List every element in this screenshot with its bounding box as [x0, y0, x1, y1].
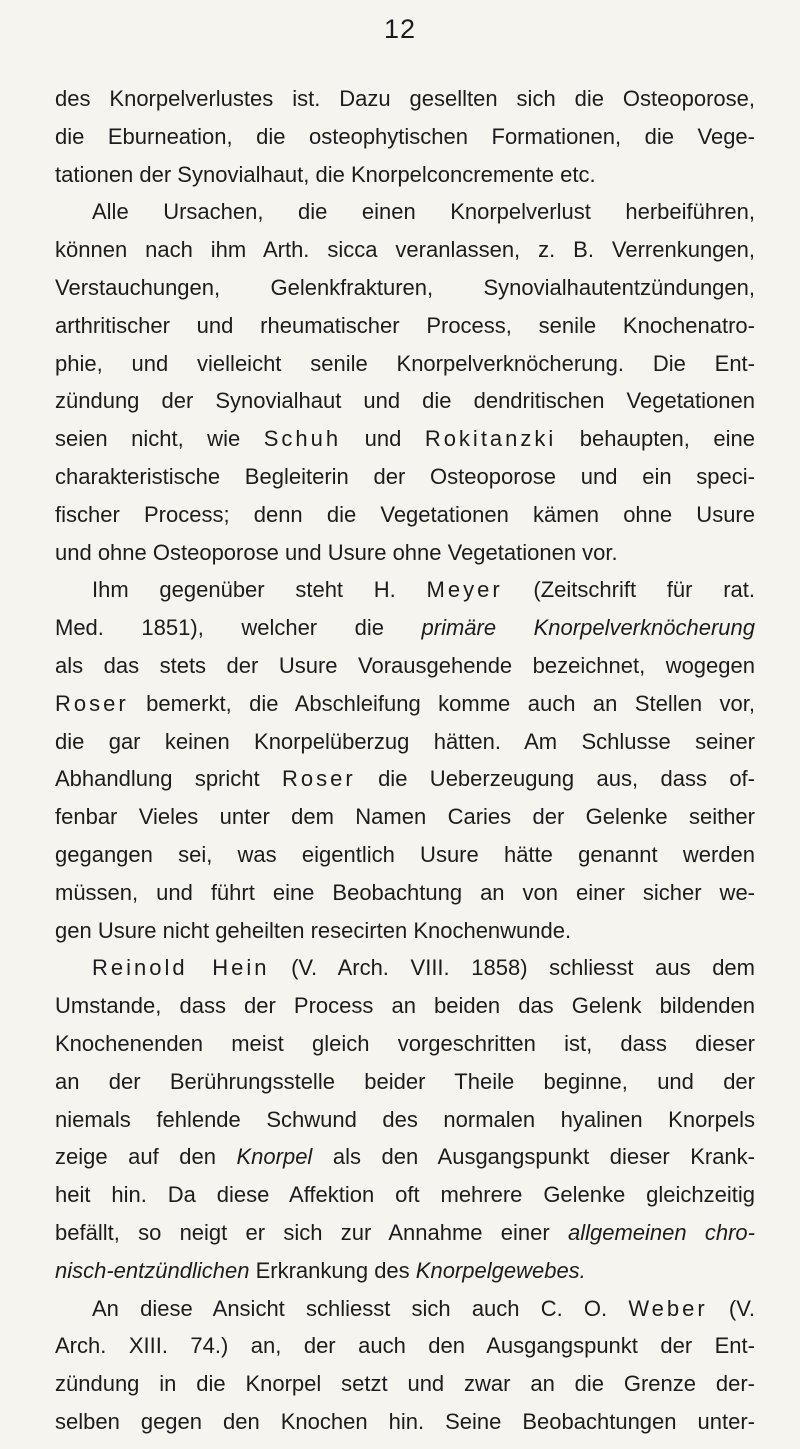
text-line — [55, 1214, 755, 1252]
text-segment: Med. 1851), welcher die — [55, 615, 422, 641]
text-segment: des Knorpelverlustes ist. Dazu gesellten sich die Osteoporose, — [55, 86, 755, 111]
text-segment: Alle Ursachen, die einen Knorpelverlust herbeiführen, — [92, 199, 755, 225]
page-number: 12 — [383, 14, 417, 44]
author-name: Weber — [628, 1295, 708, 1321]
text-line — [55, 118, 755, 156]
text-segment: seien nicht, wie — [55, 426, 264, 452]
text-segment: die Eburneation, die osteophytischen Formationen, die Vege- — [55, 123, 755, 149]
text-segment: Knochenenden meist gleich vorgeschritten ist, dass dieser — [55, 1030, 755, 1056]
text-segment: müssen, und führt eine Beobachtung an von einer sicher we- — [55, 879, 755, 905]
text-line — [55, 685, 755, 723]
text-line — [55, 458, 755, 496]
text-segment: Verstauchungen, Gelenkfrakturen, Synovialhautentzündungen, — [55, 274, 755, 300]
text-line — [55, 1327, 755, 1365]
text-segment: charakteristische Begleiterin der Osteoporose und ein speci- — [55, 463, 755, 489]
text-line — [55, 1025, 755, 1063]
text-segment: tationen der Synovialhaut, die Knorpelconcremente etc. — [55, 161, 596, 187]
text-segment: bemerkt, die Abschleifung komme auch an Stellen vor, — [128, 690, 755, 716]
text-segment: können nach ihm Arth. sicca veranlassen, z. B. Verrenkungen, — [55, 237, 755, 263]
text-segment: zeige auf den — [55, 1144, 237, 1170]
text-line — [55, 80, 755, 118]
text-line — [55, 1063, 755, 1101]
text-line — [55, 647, 755, 685]
text-segment: (V. Arch. VIII. 1858) schliesst aus dem — [269, 955, 755, 981]
text-line — [55, 345, 755, 383]
text-segment: fenbar Vieles unter dem Namen Caries der Gelenke seither — [55, 804, 755, 830]
emphasized-text: Knorpel — [236, 1144, 313, 1170]
text-line — [55, 307, 755, 345]
text-segment: behaupten, eine — [556, 426, 755, 452]
text-line — [55, 874, 755, 912]
text-segment: heit hin. Da diese Affektion oft mehrere Gelenke gleichzeitig — [55, 1182, 755, 1208]
author-name: Roser — [55, 690, 129, 716]
text-segment: Erkrankung des — [249, 1257, 416, 1283]
text-line — [55, 987, 755, 1025]
text-segment: selben gegen den Knochen hin. Seine Beobachtungen unter- — [55, 1408, 755, 1434]
text-segment: Abhandlung spricht — [55, 766, 282, 792]
author-name: Reinold Hein — [92, 955, 270, 981]
text-segment: arthritischer und rheumatischer Process, senile Knochenatro- — [55, 312, 755, 338]
text-segment: als den Ausgangspunkt dieser Krank- — [312, 1144, 755, 1170]
text-segment: Ihm gegenüber steht H. — [92, 577, 427, 603]
text-line — [55, 1138, 755, 1176]
text-segment: Umstande, dass der Process an beiden das Gelenk bildenden — [55, 993, 755, 1019]
emphasized-text: nisch-entzündlichen — [55, 1257, 250, 1283]
text-line — [55, 1252, 755, 1290]
text-segment: niemals fehlende Schwund des normalen hyalinen Knorpels — [55, 1106, 755, 1132]
text-line — [55, 382, 755, 420]
text-segment: (V. — [707, 1295, 755, 1321]
text-line — [55, 496, 755, 534]
text-line — [55, 534, 755, 572]
text-segment: befällt, so neigt er sich zur Annahme einer — [55, 1219, 568, 1245]
author-name: Schuh — [263, 426, 342, 452]
text-line — [55, 231, 755, 269]
author-name: Meyer — [426, 577, 503, 603]
text-line — [55, 723, 755, 761]
text-line — [55, 571, 755, 609]
text-segment: An diese Ansicht schliesst sich auch C. O. — [92, 1295, 629, 1321]
text-line — [55, 269, 755, 307]
text-line — [55, 193, 755, 231]
text-segment: zündung in die Knorpel setzt und zwar an die Grenze der- — [55, 1371, 755, 1397]
text-line — [55, 912, 755, 950]
text-line — [55, 1403, 755, 1441]
text-segment: und ohne Osteoporose und Usure ohne Vegetationen vor. — [55, 539, 618, 565]
text-line — [55, 609, 755, 647]
emphasized-text: primäre Knorpelverknöcherung — [421, 615, 755, 641]
body-text — [55, 80, 755, 1441]
emphasized-text: allgemeinen chro- — [567, 1219, 755, 1245]
text-segment: und — [341, 426, 425, 452]
text-segment: (Zeitschrift für rat. — [502, 577, 755, 603]
text-line — [55, 949, 755, 987]
text-line — [55, 760, 755, 798]
text-line — [55, 1101, 755, 1139]
author-name: Rokitanzki — [424, 426, 557, 452]
text-line — [55, 1290, 755, 1328]
text-segment: die gar keinen Knorpelüberzug hätten. Am Schlusse seiner — [55, 728, 755, 754]
text-segment: die Ueberzeugung aus, dass of- — [355, 766, 755, 792]
text-line — [55, 1176, 755, 1214]
emphasized-text: Knorpelgewebes. — [415, 1257, 586, 1283]
text-segment: Arch. XIII. 74.) an, der auch den Ausgangspunkt der Ent- — [55, 1333, 755, 1359]
text-line — [55, 1365, 755, 1403]
text-segment: fischer Process; denn die Vegetationen kämen ohne Usure — [55, 501, 755, 527]
author-name: Roser — [282, 766, 356, 792]
text-line — [55, 836, 755, 874]
text-line — [55, 156, 755, 194]
text-segment: als das stets der Usure Vorausgehende bezeichnet, wogegen — [55, 652, 755, 678]
text-segment: phie, und vielleicht senile Knorpelverknöcherung. Die Ent- — [55, 350, 755, 376]
text-segment: zündung der Synovialhaut und die dendritischen Vegetationen — [55, 388, 755, 414]
text-line — [55, 798, 755, 836]
text-segment: gen Usure nicht geheilten resecirten Knochenwunde. — [55, 917, 572, 943]
text-segment: an der Berührungsstelle beider Theile beginne, und der — [55, 1068, 755, 1094]
text-line — [55, 420, 755, 458]
text-segment: gegangen sei, was eigentlich Usure hätte genannt werden — [55, 841, 755, 867]
